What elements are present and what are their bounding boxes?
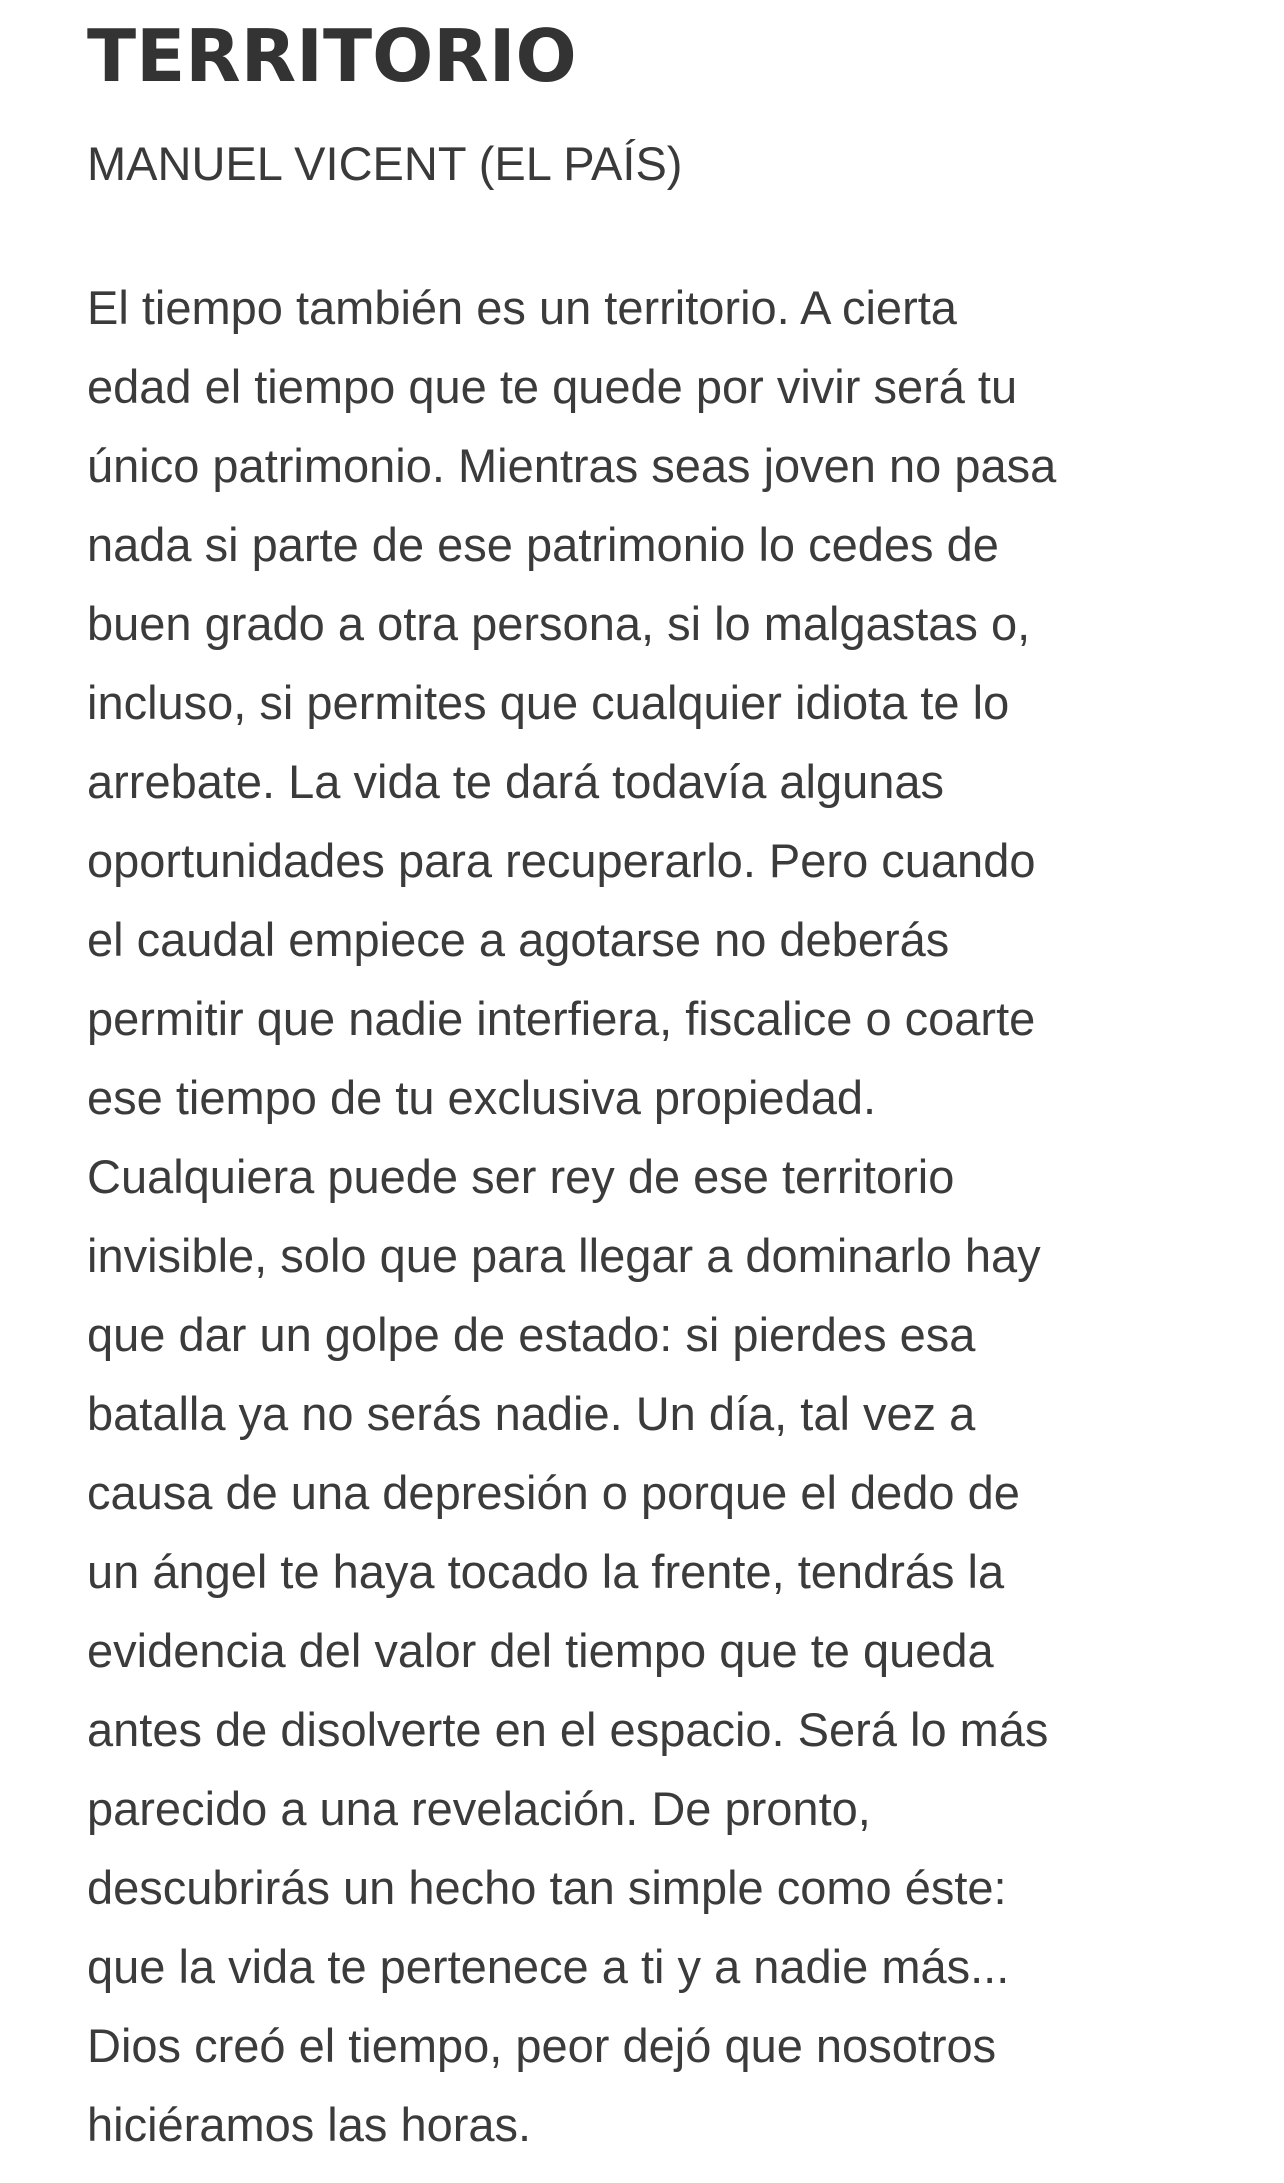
body-line: incluso, si permites que cualquier idiota te lo [87, 676, 1010, 729]
body-line: parecido a una revelación. De pronto, [87, 1782, 871, 1835]
body-line: que dar un golpe de estado: si pierdes esa [87, 1308, 976, 1361]
body-line: buen grado a otra persona, si lo malgastas o, [87, 597, 1031, 650]
body-line: invisible, solo que para llegar a dominarlo hay [87, 1229, 1041, 1282]
body-line: causa de una depresión o porque el dedo de [87, 1466, 1020, 1519]
body-line: descubrirás un hecho tan simple como éste: [87, 1861, 1007, 1914]
body-line: un ángel te haya tocado la frente, tendrás la [87, 1545, 1005, 1598]
body-line: arrebate. La vida te dará todavía algunas [87, 755, 945, 808]
article [87, 0, 1217, 2164]
body-line: que la vida te pertenece a ti y a nadie más... [87, 1940, 1010, 1993]
body-line: evidencia del valor del tiempo que te queda [87, 1624, 994, 1677]
body-line: único patrimonio. Mientras seas joven no pasa [87, 439, 1057, 492]
body-line: hiciéramos las horas. [87, 2098, 532, 2151]
article-byline: MANUEL VICENT (EL PAÍS) [87, 137, 683, 190]
body-line: Cualquiera puede ser rey de ese territorio [87, 1150, 955, 1203]
body-line: nada si parte de ese patrimonio lo cedes de [87, 518, 999, 571]
body-line: oportunidades para recuperarlo. Pero cuando [87, 834, 1036, 887]
body-line: antes de disolverte en el espacio. Será lo más [87, 1703, 1049, 1756]
body-line: batalla ya no serás nadie. Un día, tal vez a [87, 1387, 976, 1440]
body-line: El tiempo también es un territorio. A cierta [87, 281, 957, 334]
body-line: el caudal empiece a agotarse no deberás [87, 913, 950, 966]
body-line: permitir que nadie interfiera, fiscalice o coarte [87, 992, 1036, 1045]
article-body [87, 268, 1217, 2164]
article-title: TERRITORIO [87, 14, 577, 98]
body-line: edad el tiempo que te quede por vivir será tu [87, 360, 1018, 413]
body-line: Dios creó el tiempo, peor dejó que nosotros [87, 2019, 997, 2072]
body-line: ese tiempo de tu exclusiva propiedad. [87, 1071, 877, 1124]
